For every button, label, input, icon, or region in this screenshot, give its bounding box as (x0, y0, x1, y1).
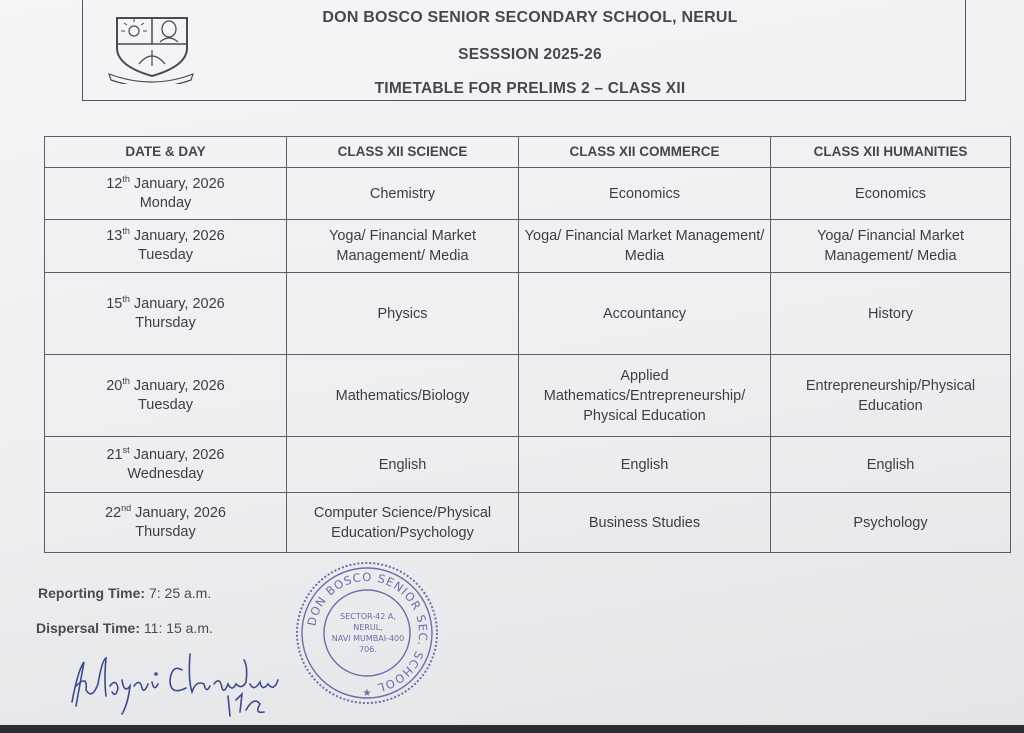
humanities-cell: Yoga/ Financial Market Management/ Media (771, 220, 1011, 273)
commerce-cell: Applied Mathematics/Entrepreneurship/ Physical Education (519, 355, 771, 437)
table-row (45, 168, 1011, 220)
table-row (45, 220, 1011, 273)
date-cell: 12th January, 2026 Monday (45, 168, 287, 220)
date-cell: 20th January, 2026 Tuesday (45, 355, 287, 437)
table-row (45, 355, 1011, 437)
commerce-cell: Economics (519, 168, 771, 220)
humanities-cell: Economics (771, 168, 1011, 220)
date-cell: 21st January, 2026 Wednesday (45, 437, 287, 493)
session-title: SESSSION 2025-26 (458, 46, 602, 63)
school-logo-icon (105, 14, 195, 84)
commerce-cell: English (519, 437, 771, 493)
commerce-cell: Business Studies (519, 493, 771, 553)
table-row (45, 273, 1011, 355)
humanities-cell: History (771, 273, 1011, 355)
column-header: CLASS XII HUMANITIES (771, 137, 1011, 168)
timetable (44, 136, 1010, 550)
commerce-cell: Yoga/ Financial Market Management/ Media (519, 220, 771, 273)
table-row (45, 493, 1011, 553)
svg-text:DON BOSCO SENIOR SEC. SCHOOL: DON BOSCO SENIOR SEC. SCHOOL (304, 569, 431, 695)
date-cell: 22nd January, 2026 Thursday (45, 493, 287, 553)
table-row (45, 437, 1011, 493)
humanities-cell: English (771, 437, 1011, 493)
signature (64, 640, 304, 720)
humanities-cell: Entrepreneurship/Physical Education (771, 355, 1011, 437)
svg-text:★: ★ (362, 688, 372, 699)
science-cell: English (287, 437, 519, 493)
commerce-cell: Accountancy (519, 273, 771, 355)
science-cell: Chemistry (287, 168, 519, 220)
science-cell: Computer Science/Physical Education/Psychology (287, 493, 519, 553)
reporting-time: Reporting Time: 7: 25 a.m. (38, 585, 212, 601)
date-cell: 15th January, 2026 Thursday (45, 273, 287, 355)
science-cell: Mathematics/Biology (287, 355, 519, 437)
table-header-row (45, 137, 1011, 168)
photo-bottom-edge (0, 725, 1024, 733)
timetable-title: TIMETABLE FOR PRELIMS 2 – CLASS XII (374, 80, 686, 97)
column-header: DATE & DAY (45, 137, 287, 168)
date-cell: 13th January, 2026 Tuesday (45, 220, 287, 273)
dispersal-time: Dispersal Time: 11: 15 a.m. (36, 620, 213, 636)
school-name: DON BOSCO SENIOR SECONDARY SCHOOL, NERUL (322, 9, 738, 26)
column-header: CLASS XII COMMERCE (519, 137, 771, 168)
science-cell: Physics (287, 273, 519, 355)
column-header: CLASS XII SCIENCE (287, 137, 519, 168)
science-cell: Yoga/ Financial Market Management/ Media (287, 220, 519, 273)
stamp-address: SECTOR-42 A, NERUL, NAVI MUMBAI-400 706. (331, 612, 405, 654)
humanities-cell: Psychology (771, 493, 1011, 553)
